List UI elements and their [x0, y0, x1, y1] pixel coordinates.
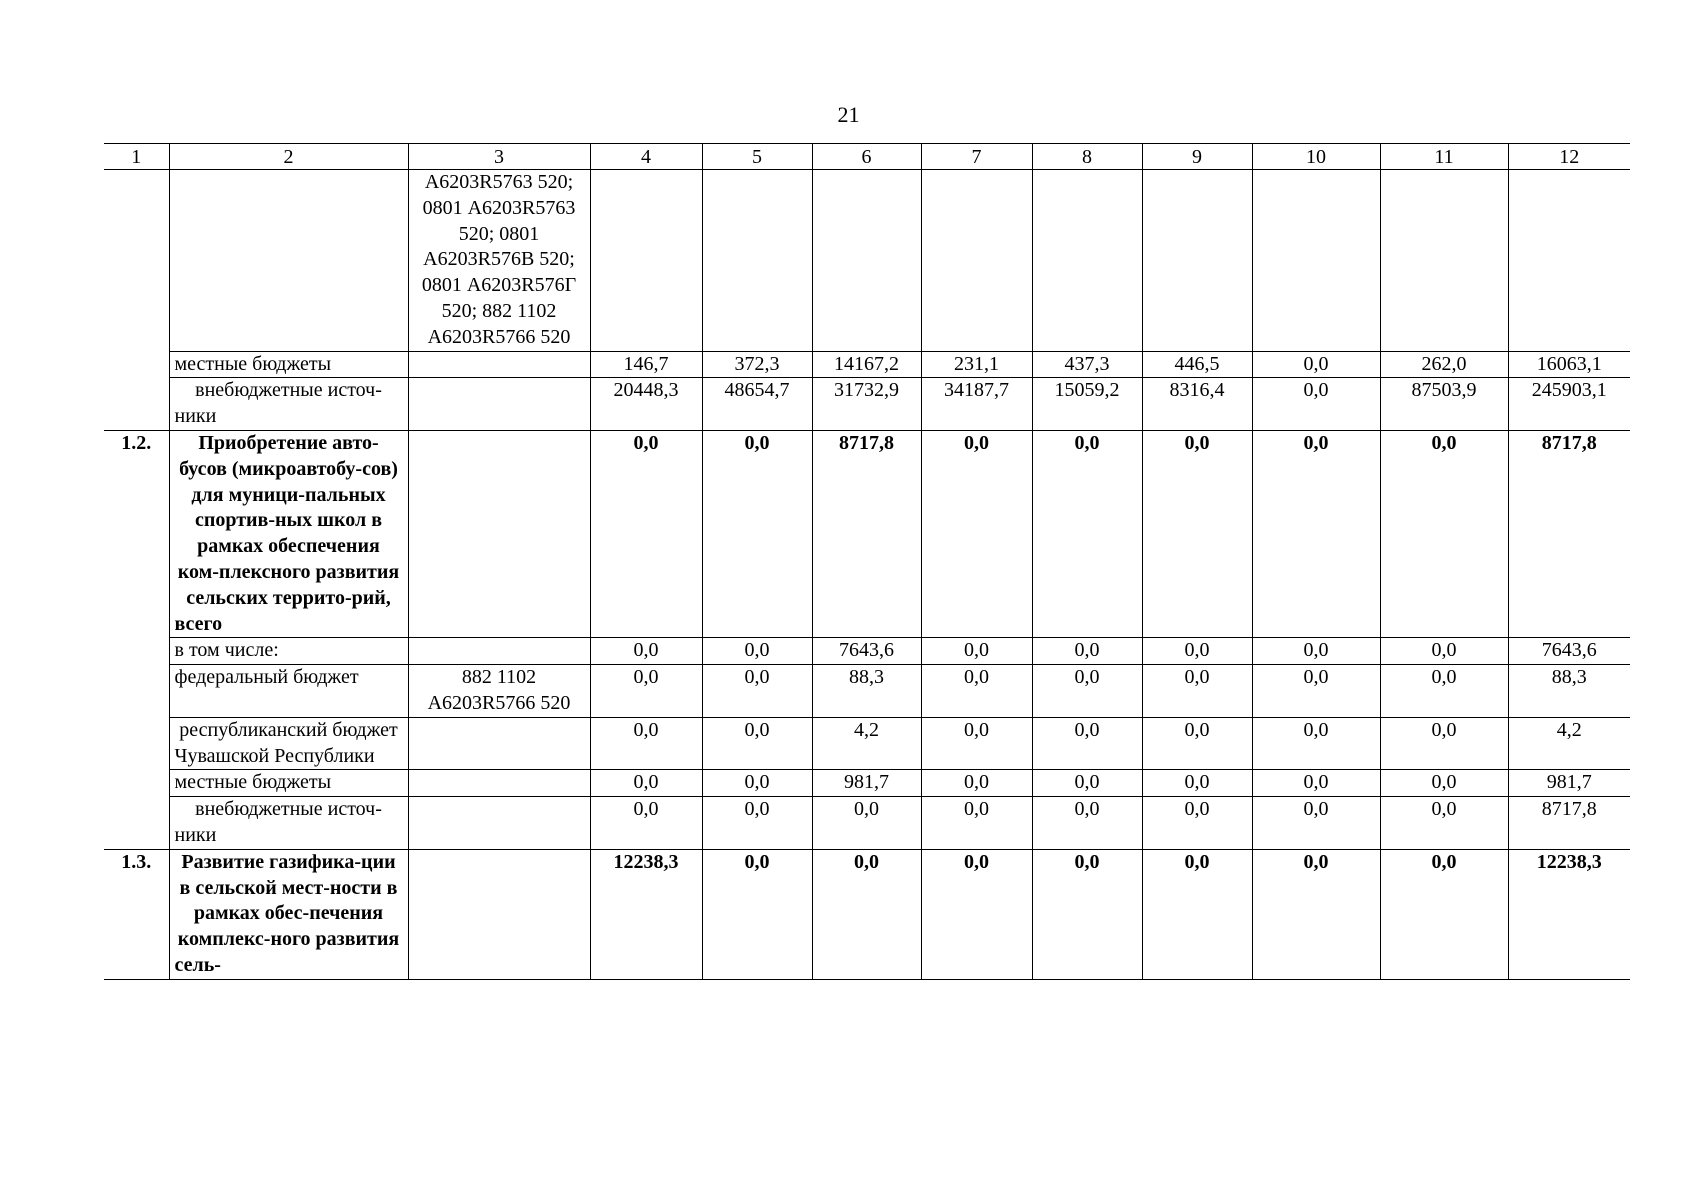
budget-code-cell — [408, 717, 590, 770]
value-cell: 0,0 — [1032, 430, 1142, 637]
value-cell: 0,0 — [1380, 797, 1508, 850]
item-number-cell — [104, 351, 169, 378]
value-cell: 245903,1 — [1508, 378, 1630, 431]
value-cell — [702, 170, 812, 352]
budget-code-cell: 882 1102 А6203R5766 520 — [408, 665, 590, 718]
value-cell: 34187,7 — [921, 378, 1032, 431]
value-cell — [1142, 170, 1252, 352]
value-cell: 0,0 — [1142, 797, 1252, 850]
table-row — [104, 351, 1630, 378]
value-cell: 0,0 — [702, 849, 812, 979]
budget-code-cell — [408, 430, 590, 637]
column-header: 3 — [408, 144, 590, 170]
value-cell: 981,7 — [1508, 770, 1630, 797]
column-header: 8 — [1032, 144, 1142, 170]
value-cell: 0,0 — [702, 797, 812, 850]
value-cell: 0,0 — [1032, 638, 1142, 665]
value-cell — [1252, 170, 1380, 352]
label-cell: Приобретение авто-бусов (микроавтобу-сов) для муници-пальных спортив-ных школ в рамках обеспечения ком-плексного развития сельских террито-рий, всего — [169, 430, 408, 637]
item-number-cell: 1.3. — [104, 849, 169, 979]
budget-code-cell — [408, 351, 590, 378]
value-cell: 0,0 — [1252, 797, 1380, 850]
value-cell: 0,0 — [1032, 849, 1142, 979]
value-cell — [1380, 170, 1508, 352]
value-cell: 437,3 — [1032, 351, 1142, 378]
value-cell: 0,0 — [1142, 717, 1252, 770]
column-header: 4 — [590, 144, 702, 170]
column-header: 7 — [921, 144, 1032, 170]
table-row — [104, 170, 1630, 352]
value-cell: 446,5 — [1142, 351, 1252, 378]
label-cell: республиканский бюджет Чувашской Республики — [169, 717, 408, 770]
value-cell: 0,0 — [1380, 770, 1508, 797]
value-cell: 0,0 — [921, 430, 1032, 637]
item-number-cell — [104, 170, 169, 352]
budget-code-cell — [408, 797, 590, 850]
value-cell: 88,3 — [1508, 665, 1630, 718]
item-number-cell — [104, 797, 169, 850]
value-cell: 88,3 — [812, 665, 921, 718]
table-row — [104, 717, 1630, 770]
item-number-cell: 1.2. — [104, 430, 169, 637]
value-cell: 0,0 — [590, 638, 702, 665]
value-cell: 16063,1 — [1508, 351, 1630, 378]
value-cell: 0,0 — [702, 665, 812, 718]
value-cell: 0,0 — [590, 797, 702, 850]
table-row — [104, 797, 1630, 850]
label-cell: местные бюджеты — [169, 770, 408, 797]
table-row — [104, 770, 1630, 797]
value-cell: 146,7 — [590, 351, 702, 378]
value-cell: 0,0 — [1252, 430, 1380, 637]
column-header: 12 — [1508, 144, 1630, 170]
value-cell: 0,0 — [921, 849, 1032, 979]
value-cell: 0,0 — [1142, 638, 1252, 665]
value-cell — [812, 170, 921, 352]
value-cell: 262,0 — [1380, 351, 1508, 378]
value-cell: 8717,8 — [1508, 430, 1630, 637]
table-row — [104, 430, 1630, 637]
table-row — [104, 665, 1630, 718]
item-number-cell — [104, 717, 169, 770]
item-number-cell — [104, 638, 169, 665]
budget-code-cell — [408, 849, 590, 979]
value-cell: 0,0 — [921, 797, 1032, 850]
value-cell: 0,0 — [702, 638, 812, 665]
value-cell: 231,1 — [921, 351, 1032, 378]
value-cell: 0,0 — [1142, 430, 1252, 637]
value-cell: 0,0 — [1252, 665, 1380, 718]
value-cell: 8316,4 — [1142, 378, 1252, 431]
value-cell: 12238,3 — [590, 849, 702, 979]
table-row — [104, 849, 1630, 979]
label-cell: местные бюджеты — [169, 351, 408, 378]
value-cell: 0,0 — [1032, 717, 1142, 770]
value-cell: 20448,3 — [590, 378, 702, 431]
value-cell: 0,0 — [702, 717, 812, 770]
value-cell — [590, 170, 702, 352]
page-number: 21 — [837, 102, 860, 127]
column-header: 5 — [702, 144, 812, 170]
value-cell — [1032, 170, 1142, 352]
value-cell: 8717,8 — [1508, 797, 1630, 850]
value-cell: 8717,8 — [812, 430, 921, 637]
value-cell: 372,3 — [702, 351, 812, 378]
value-cell: 0,0 — [590, 665, 702, 718]
column-header: 1 — [104, 144, 169, 170]
value-cell: 0,0 — [1032, 665, 1142, 718]
value-cell: 0,0 — [1252, 378, 1380, 431]
value-cell: 0,0 — [1380, 717, 1508, 770]
label-cell: в том числе: — [169, 638, 408, 665]
value-cell: 0,0 — [1252, 770, 1380, 797]
table-row — [104, 378, 1630, 431]
label-cell — [169, 170, 408, 352]
value-cell: 87503,9 — [1380, 378, 1508, 431]
budget-code-cell: А6203R5763 520; 0801 А6203R5763 520; 0801 А6203R576В 520; 0801 А6203R576Г 520; 882 1102 А6203R5766 520 — [408, 170, 590, 352]
column-header: 2 — [169, 144, 408, 170]
value-cell: 7643,6 — [812, 638, 921, 665]
budget-table — [104, 143, 1630, 980]
value-cell: 31732,9 — [812, 378, 921, 431]
value-cell: 15059,2 — [1032, 378, 1142, 431]
column-number-row — [104, 144, 1630, 170]
value-cell: 0,0 — [1032, 770, 1142, 797]
value-cell: 0,0 — [1380, 638, 1508, 665]
value-cell: 14167,2 — [812, 351, 921, 378]
value-cell: 0,0 — [1252, 849, 1380, 979]
value-cell: 4,2 — [1508, 717, 1630, 770]
item-number-cell — [104, 378, 169, 431]
budget-code-cell — [408, 638, 590, 665]
column-header: 9 — [1142, 144, 1252, 170]
value-cell: 0,0 — [1252, 351, 1380, 378]
budget-code-cell — [408, 770, 590, 797]
item-number-cell — [104, 665, 169, 718]
label-cell: внебюджетные источ-ники — [169, 378, 408, 431]
value-cell: 0,0 — [590, 770, 702, 797]
value-cell: 0,0 — [812, 849, 921, 979]
column-header: 10 — [1252, 144, 1380, 170]
value-cell: 0,0 — [590, 717, 702, 770]
value-cell: 0,0 — [1380, 849, 1508, 979]
value-cell: 0,0 — [921, 770, 1032, 797]
value-cell: 12238,3 — [1508, 849, 1630, 979]
value-cell: 0,0 — [812, 797, 921, 850]
value-cell: 0,0 — [1252, 638, 1380, 665]
budget-code-cell — [408, 378, 590, 431]
value-cell: 0,0 — [921, 665, 1032, 718]
table-row — [104, 638, 1630, 665]
value-cell: 981,7 — [812, 770, 921, 797]
label-cell: Развитие газифика-ции в сельской мест-ности в рамках обес-печения комплекс-ного развития сель- — [169, 849, 408, 979]
item-number-cell — [104, 770, 169, 797]
value-cell — [921, 170, 1032, 352]
value-cell: 0,0 — [921, 717, 1032, 770]
column-header: 6 — [812, 144, 921, 170]
value-cell: 0,0 — [1142, 770, 1252, 797]
value-cell: 0,0 — [702, 430, 812, 637]
value-cell: 0,0 — [1032, 797, 1142, 850]
value-cell: 0,0 — [1142, 665, 1252, 718]
value-cell: 0,0 — [590, 430, 702, 637]
label-cell: внебюджетные источ-ники — [169, 797, 408, 850]
value-cell — [1508, 170, 1630, 352]
value-cell: 0,0 — [1142, 849, 1252, 979]
column-header: 11 — [1380, 144, 1508, 170]
value-cell: 0,0 — [921, 638, 1032, 665]
value-cell: 4,2 — [812, 717, 921, 770]
value-cell: 7643,6 — [1508, 638, 1630, 665]
value-cell: 0,0 — [702, 770, 812, 797]
value-cell: 0,0 — [1380, 665, 1508, 718]
value-cell: 0,0 — [1252, 717, 1380, 770]
value-cell: 48654,7 — [702, 378, 812, 431]
label-cell: федеральный бюджет — [169, 665, 408, 718]
value-cell: 0,0 — [1380, 430, 1508, 637]
